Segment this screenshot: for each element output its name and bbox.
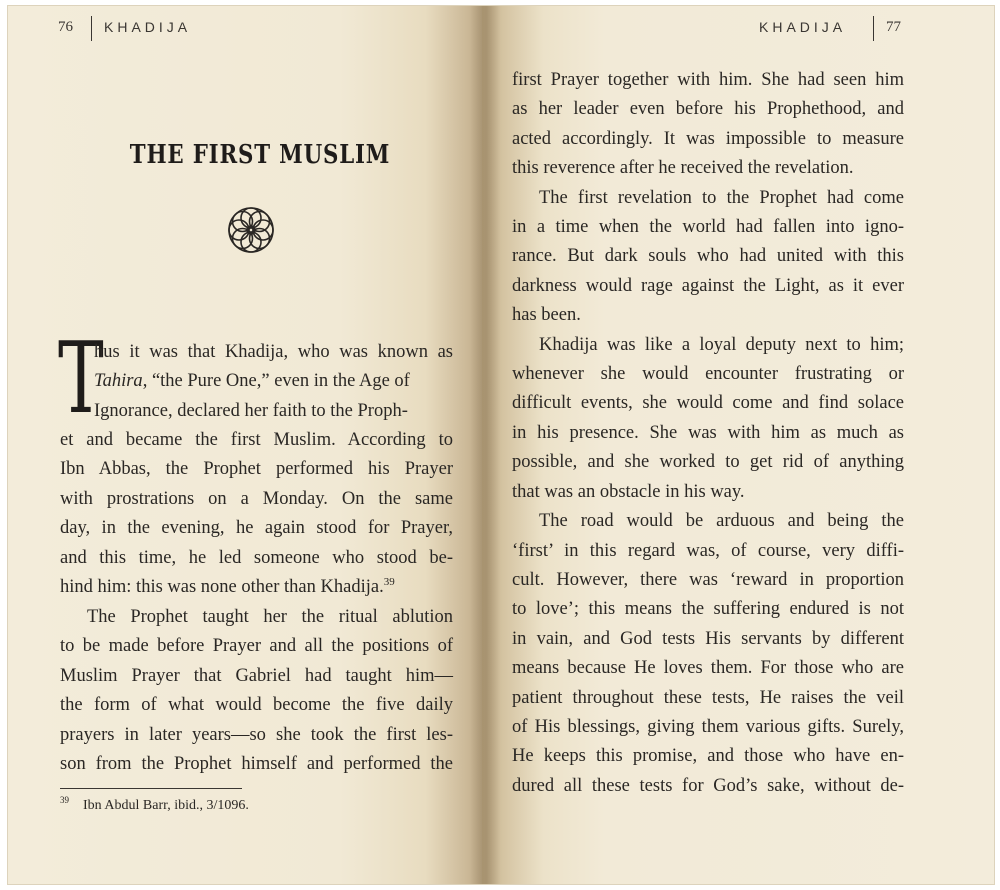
right-body-text bbox=[512, 66, 904, 801]
left-header-divider bbox=[91, 16, 92, 41]
text-line: et and became the first Muslim. According to bbox=[60, 430, 453, 450]
text-line: The road would be arduous and being the bbox=[539, 511, 904, 532]
text-line: acted accordingly. It was impossible to measure bbox=[512, 128, 904, 149]
drop-cap-lines bbox=[94, 338, 453, 426]
text-line: in his presence. She was with him as much as bbox=[512, 422, 904, 443]
text-line: of His blessings, giving them various gifts. Surely, bbox=[512, 716, 904, 737]
text-line: with prostrations on a Monday. On the same bbox=[60, 488, 453, 509]
text-line: means because He loves them. For those who are bbox=[512, 658, 904, 679]
text-line: to be made before Prayer and all the positions of bbox=[60, 636, 453, 657]
text-line: rance. But dark souls who had united with this bbox=[512, 246, 904, 267]
text-line: The Prophet taught her the ritual ablution bbox=[87, 607, 453, 627]
text-line: dured all these tests for God’s sake, without de- bbox=[512, 775, 904, 796]
right-paragraph-4 bbox=[512, 507, 904, 801]
text-line bbox=[94, 367, 453, 396]
text-fragment: , “the Pure One,” even in the Age of bbox=[142, 371, 410, 392]
text-line: possible, and she worked to get rid of anything bbox=[512, 452, 904, 473]
text-fragment: hind him: this was none other than Khadija. bbox=[60, 577, 384, 598]
text-line: darkness would rage against the Light, as it ever bbox=[512, 275, 904, 296]
right-header-divider bbox=[873, 16, 874, 41]
drop-cap: T bbox=[58, 322, 104, 436]
text-line: Ignorance, declared her faith to the Proph- bbox=[94, 400, 408, 421]
text-line-last: has been. bbox=[512, 305, 581, 326]
left-paragraph-2 bbox=[60, 603, 453, 779]
book-gutter bbox=[470, 6, 500, 884]
footnote bbox=[60, 795, 249, 814]
text-line: the form of what would become the five daily bbox=[60, 695, 453, 716]
text-line: in a time when the world had fallen into igno- bbox=[512, 217, 904, 238]
text-line: He keeps this promise, and those who have en- bbox=[512, 746, 904, 767]
right-paragraph-1 bbox=[512, 66, 904, 184]
text-line: The first revelation to the Prophet had come bbox=[539, 187, 904, 208]
text-line: as her leader even before his Prophethood, and bbox=[512, 99, 904, 120]
text-line: whenever she would encounter frustrating or bbox=[512, 364, 904, 385]
text-line: prayers in later years—so she took the first les- bbox=[60, 724, 453, 745]
text-line: Muslim Prayer that Gabriel had taught him— bbox=[60, 665, 453, 686]
left-paragraph-1 bbox=[60, 426, 453, 602]
text-line-last: that was an obstacle in his way. bbox=[512, 481, 745, 502]
text-line-last bbox=[60, 573, 453, 602]
text-line: ‘first’ in this regard was, of course, very diffi- bbox=[512, 540, 904, 561]
right-running-head: KHADIJA bbox=[759, 19, 847, 35]
left-page-number: 76 bbox=[58, 19, 73, 35]
footnote-rule bbox=[60, 788, 242, 789]
text-line: in vain, and God tests His servants by different bbox=[512, 628, 904, 649]
text-line: day, in the evening, he again stood for Prayer, bbox=[60, 518, 453, 539]
text-line: to love’; this means the suffering endured is not bbox=[512, 599, 904, 620]
footnote-text: Ibn Abdul Barr, ibid., 3/1096. bbox=[83, 798, 249, 813]
text-line: and this time, he led someone who stood be- bbox=[60, 547, 453, 568]
footnote-number: 39 bbox=[60, 795, 69, 806]
text-line: patient throughout these tests, He raises the veil bbox=[512, 687, 904, 708]
left-running-head: KHADIJA bbox=[104, 19, 192, 35]
right-paragraph-3 bbox=[512, 331, 904, 507]
text-line: Khadija was like a loyal deputy next to him; bbox=[539, 334, 904, 355]
text-line: son from the Prophet himself and performed the bbox=[60, 754, 453, 775]
rosette-ornament-icon bbox=[226, 205, 276, 255]
text-line: cult. However, there was ‘reward in proportion bbox=[512, 569, 904, 590]
text-line-last: this reverence after he received the revelation. bbox=[512, 158, 854, 179]
footnote-reference[interactable]: 39 bbox=[383, 575, 395, 588]
text-line: first Prayer together with him. She had seen him bbox=[512, 70, 904, 90]
text-line: Ibn Abbas, the Prophet performed his Prayer bbox=[60, 459, 453, 480]
right-paragraph-2 bbox=[512, 184, 904, 331]
chapter-title: THE FIRST MUSLIM bbox=[129, 140, 391, 170]
text-line: difficult events, she would come and find solace bbox=[512, 393, 904, 414]
italic-word: Tahira bbox=[94, 371, 143, 392]
right-page-number: 77 bbox=[886, 19, 901, 35]
text-line: hus it was that Khadija, who was known as bbox=[94, 342, 453, 362]
